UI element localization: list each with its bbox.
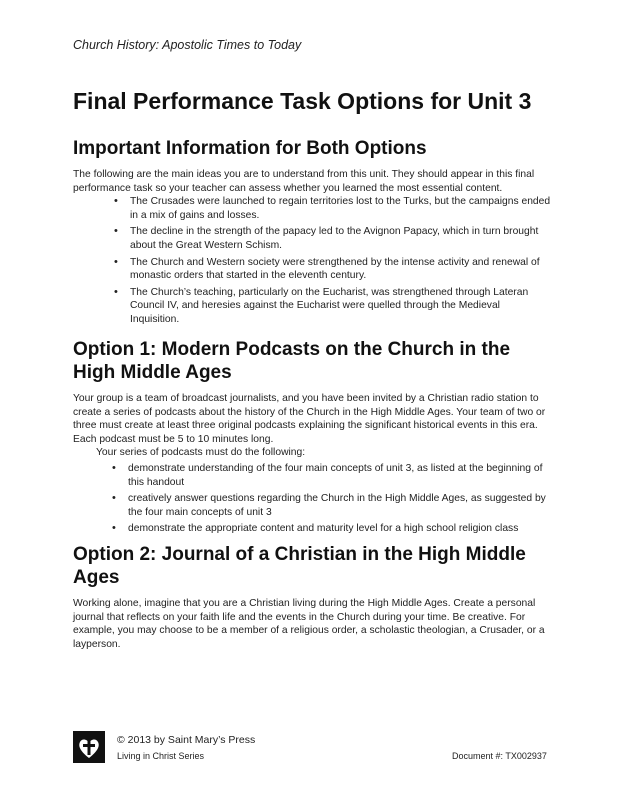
footer-document-number: Document #: TX002937 (452, 751, 547, 761)
option1-requirements-list (128, 462, 551, 536)
important-info-intro: The following are the main ideas you are to understand from this unit. They should appear in this final performance task so your teacher can assess whether you learned the most essential content. (73, 169, 535, 194)
option2-description: Working alone, imagine that you are a Christian living during the High Middle Ages. Create a personal journal that reflects on your faith life and the events in the Church during your time. Be creative. For example, you may choose to be a member of a religious order, a scholastic theologian, a Crusader, or a layperson. (73, 598, 545, 650)
list-item: • creatively answer questions regarding the Church in the High Middle Ages, as suggested by the four main concepts of unit 3 (128, 492, 551, 519)
page-title: Final Performance Task Options for Unit 3 (73, 88, 532, 114)
main-ideas-list (130, 195, 551, 326)
saint-marys-press-logo-icon (73, 731, 105, 763)
option1-lead: Your series of podcasts must do the following: (96, 447, 306, 459)
option1-heading: Option 1: Modern Podcasts on the Church in the High Middle Ages (73, 339, 511, 383)
list-item: • demonstrate understanding of the four main concepts of unit 3, as listed at the beginning of this handout (128, 462, 551, 489)
list-item: • The Church and Western society were strengthened by the intense activity and renewal of monastic orders that started in the eleventh century. (130, 256, 551, 283)
important-info-section (73, 137, 551, 327)
header-title: Church History: Apostolic Times to Today (73, 38, 302, 52)
list-item: • The Crusades were launched to regain territories lost to the Turks, but the campaigns ended in a mix of gains and losses. (130, 195, 551, 222)
footer-series: Living in Christ Series (117, 751, 205, 761)
option1-description: Your group is a team of broadcast journalists, and you have been invited by a Christian radio station to create a series of podcasts about the history of the Church in the High Middle Ages. Your team of two or three must create at least three original podcasts explaining the significant historical events in this era. Each podcast must be 5 to 10 minutes long. (73, 393, 546, 445)
list-item: • demonstrate the appropriate content and maturity level for a high school religion class (128, 522, 551, 536)
list-item: • The Church’s teaching, particularly on the Eucharist, was strengthened through Lateran Council IV, and heresies against the Eucharist were quelled through the Medieval Inquisition. (130, 286, 551, 327)
footer-copyright: © 2013 by Saint Mary’s Press (117, 734, 256, 746)
option1-section (73, 338, 551, 536)
list-item: • The decline in the strength of the papacy led to the Avignon Papacy, which in turn brought about the Great Western Schism. (130, 225, 551, 252)
important-info-heading: Important Information for Both Options (73, 138, 427, 159)
option2-section (73, 543, 551, 651)
option2-heading: Option 2: Journal of a Christian in the High Middle Ages (73, 544, 526, 588)
